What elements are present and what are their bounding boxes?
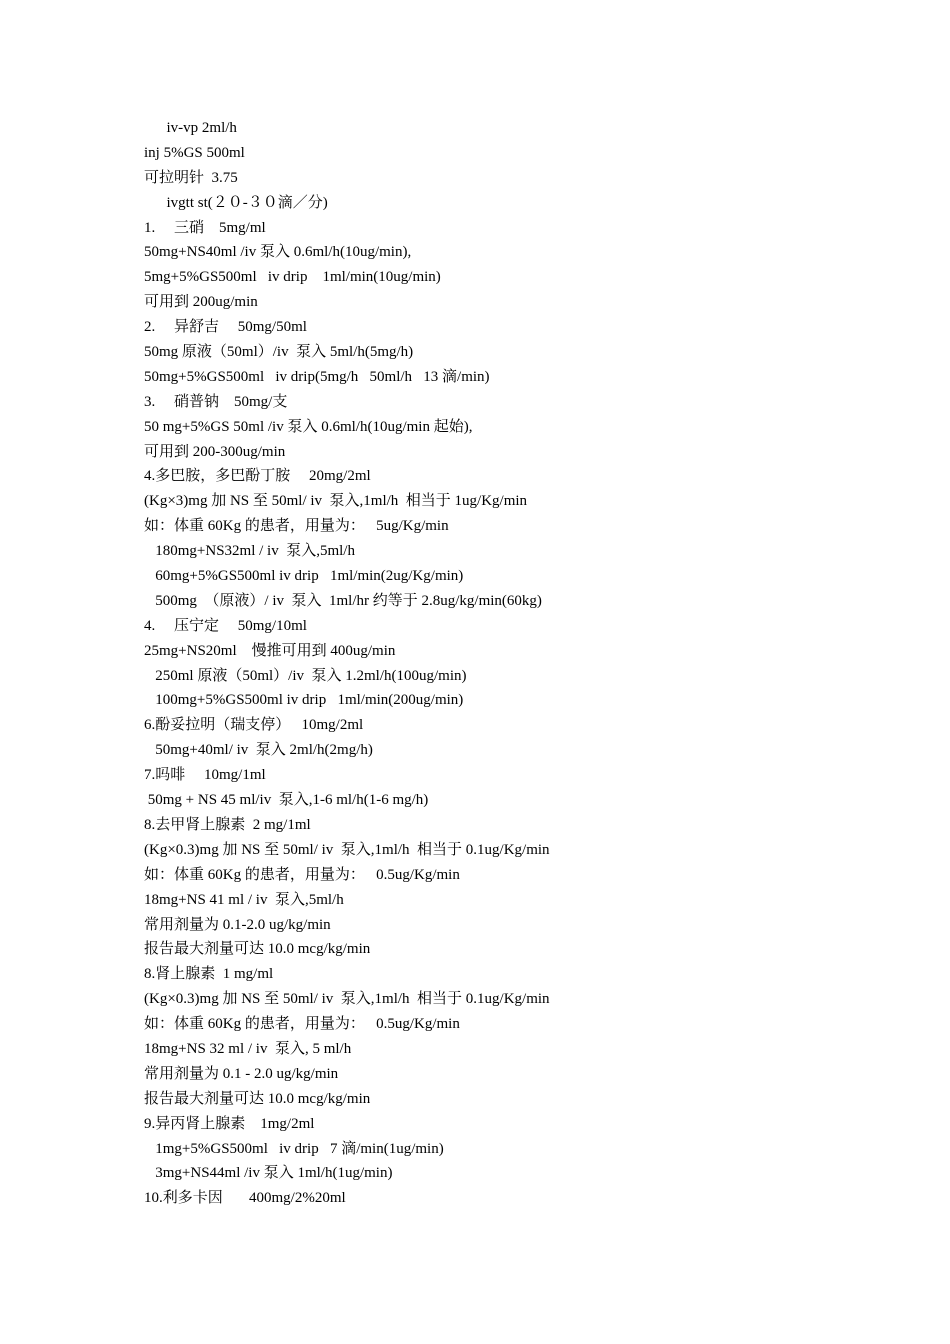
text-line: 25mg+NS20ml 慢推可用到 400ug/min: [144, 642, 396, 659]
text-line: 2. 异舒吉 50mg/50ml: [144, 319, 307, 336]
text-line: iv-vp 2ml/h: [144, 120, 237, 136]
text-line: 可拉明针 3.75: [144, 169, 238, 186]
text-line: 8.肾上腺素 1 mg/ml: [144, 966, 274, 983]
text-line: 报告最大剂量可达 10.0 mcg/kg/min: [144, 1090, 371, 1107]
text-line: 1mg+5%GS500ml iv drip 7 滴/min(1ug/min): [144, 1140, 444, 1157]
text-line: 50mg 原液（50ml）/iv 泵入 5ml/h(5mg/h): [144, 344, 414, 361]
text-line: 100mg+5%GS500ml iv drip 1ml/min(200ug/min): [144, 692, 464, 709]
text-line: 50mg + NS 45 ml/iv 泵入,1-6 ml/h(1-6 mg/h): [144, 792, 429, 809]
text-line: 50 mg+5%GS 50ml /iv 泵入 0.6ml/h(10ug/min 起始),: [144, 418, 473, 435]
text-line: (Kg×0.3)mg 加 NS 至 50ml/ iv 泵入,1ml/h 相当于 0.1ug/Kg/min: [144, 841, 550, 858]
text-line: 常用剂量为 0.1-2.0 ug/kg/min: [144, 916, 331, 933]
text-line: 60mg+5%GS500ml iv drip 1ml/min(2ug/Kg/min): [144, 568, 464, 585]
text-line: 50mg+NS40ml /iv 泵入 0.6ml/h(10ug/min),: [144, 244, 412, 261]
text-line: (Kg×0.3)mg 加 NS 至 50ml/ iv 泵入,1ml/h 相当于 0.1ug/Kg/min: [144, 991, 550, 1008]
text-line: 6.酚妥拉明（瑞支停） 10mg/2ml: [144, 717, 364, 734]
text-line: 500mg （原液）/ iv 泵入 1ml/hr 约等于 2.8ug/kg/min(60kg): [144, 592, 542, 609]
text-line: 250ml 原液（50ml）/iv 泵入 1.2ml/h(100ug/min): [144, 667, 467, 684]
text-line: 5mg+5%GS500ml iv drip 1ml/min(10ug/min): [144, 269, 441, 286]
text-line: 常用剂量为 0.1 - 2.0 ug/kg/min: [144, 1065, 339, 1082]
text-line: inj 5%GS 500ml: [144, 144, 245, 161]
text-line: 18mg+NS 32 ml / iv 泵入, 5 ml/h: [144, 1040, 352, 1057]
text-line: 可用到 200-300ug/min: [144, 443, 286, 460]
text-line: 1. 三硝 5mg/ml: [144, 219, 266, 236]
text-line: 18mg+NS 41 ml / iv 泵入,5ml/h: [144, 891, 344, 908]
text-line: 3mg+NS44ml /iv 泵入 1ml/h(1ug/min): [144, 1165, 393, 1182]
text-line: 报告最大剂量可达 10.0 mcg/kg/min: [144, 941, 371, 958]
text-line: 4. 压宁定 50mg/10ml: [144, 617, 307, 634]
text-line: 50mg+5%GS500ml iv drip(5mg/h 50ml/h 13 滴/min): [144, 368, 490, 385]
text-line: 3. 硝普钠 50mg/支: [144, 393, 288, 410]
text-line: 180mg+NS32ml / iv 泵入,5ml/h: [144, 543, 355, 560]
text-line: (Kg×3)mg 加 NS 至 50ml/ iv 泵入,1ml/h 相当于 1ug/Kg/min: [144, 493, 528, 510]
text-line: 如：体重 60Kg 的患者，用量为： 0.5ug/Kg/min: [144, 866, 460, 883]
text-line: 如：体重 60Kg 的患者，用量为： 5ug/Kg/min: [144, 518, 449, 535]
text-line: 8.去甲肾上腺素 2 mg/1ml: [144, 816, 311, 833]
document-body: [144, 116, 844, 1211]
text-line: 4.多巴胺，多巴酚丁胺 20mg/2ml: [144, 468, 371, 485]
text-line: 如：体重 60Kg 的患者，用量为： 0.5ug/Kg/min: [144, 1016, 460, 1033]
text-line: 9.异丙肾上腺素 1mg/2ml: [144, 1115, 315, 1132]
text-line: ivgtt st(２０-３０滴／分): [144, 194, 328, 211]
text-line: 可用到 200ug/min: [144, 294, 258, 311]
text-line: 7.吗啡 10mg/1ml: [144, 767, 266, 784]
text-line: 10.利多卡因 400mg/2%20ml: [144, 1190, 346, 1207]
text-line: 50mg+40ml/ iv 泵入 2ml/h(2mg/h): [144, 742, 373, 759]
